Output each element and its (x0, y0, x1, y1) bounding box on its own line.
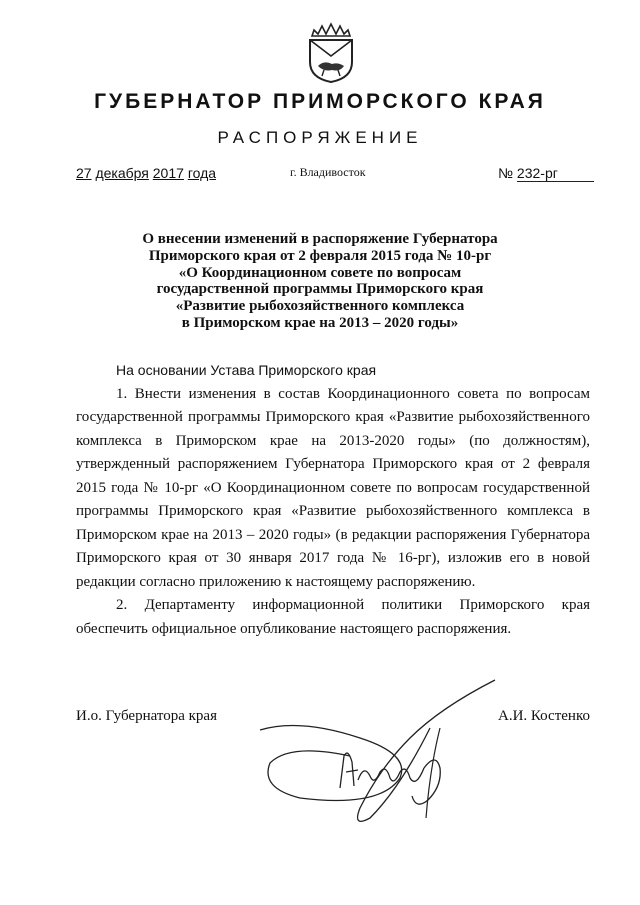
date-suffix: года (187, 165, 217, 181)
paragraph-1-line: Приморском крае на 2013 – 2020 годы» (в редакции распоряжения Губернатора (76, 526, 590, 543)
document-date (76, 165, 216, 181)
title-line: в Приморском крае на 2013 – 2020 годы» (181, 314, 459, 331)
paragraph-1-line: программы Приморского края «Развитие рыбохозяйственного комплекса в (76, 503, 590, 519)
date-month: декабря (95, 165, 149, 181)
paragraph-1-line: 2015 года № 10-рг «О Координационном совете по вопросам государственной (76, 479, 590, 496)
paragraph-1-line: редакции согласно приложению к настоящему распоряжению. (76, 573, 476, 590)
title-line: Приморского края от 2 февраля 2015 года № 10-рг (148, 247, 492, 264)
title-line: «Развитие рыбохозяйственного комплекса (175, 298, 465, 315)
title-line: О внесении изменений в распоряжение Губернатора (142, 231, 498, 247)
paragraph-2-line: 2. Департаменту информационной политики Приморского края (116, 597, 590, 613)
document-number (498, 165, 594, 182)
paragraph-1-line: утвержденный распоряжением Губернатора Приморского края от 2 февраля (76, 456, 590, 472)
number-prefix: № (498, 165, 514, 181)
date-day: 27 (76, 165, 92, 181)
paragraph-1-line: государственной программы Приморского края «Развитие рыбохозяйственного (76, 409, 590, 425)
coat-of-arms-icon (304, 22, 358, 84)
paragraph-1-line: комплекса в Приморском крае на 2013-2020 годы» (по должностям), (76, 432, 590, 449)
date-year: 2017 (152, 165, 184, 181)
title-line: государственной программы Приморского края (156, 281, 484, 298)
basis-line: На основании Устава Приморского края (116, 362, 377, 378)
number-value: 232-рг (517, 165, 594, 182)
document-title (100, 231, 540, 332)
document-city: г. Владивосток (290, 165, 366, 179)
signatory-name: А.И. Костенко (498, 708, 590, 724)
signatory-position: И.о. Губернатора края (76, 708, 217, 724)
title-line: «О Координационном совете по вопросам (178, 264, 462, 281)
paragraph-1-line: Приморского края от 30 января 2017 года № 16-рг), изложив его в новой (76, 550, 590, 566)
document-type-heading: РАСПОРЯЖЕНИЕ (217, 128, 423, 147)
paragraph-1-line: 1. Внести изменения в состав Координационного совета по вопросам (116, 385, 590, 402)
authority-heading: ГУБЕРНАТОР ПРИМОРСКОГО КРАЯ (94, 90, 546, 113)
document-body (76, 359, 590, 641)
paragraph-2-line: обеспечить официальное опубликование настоящего распоряжения. (76, 620, 512, 637)
handwritten-signature (240, 668, 510, 838)
